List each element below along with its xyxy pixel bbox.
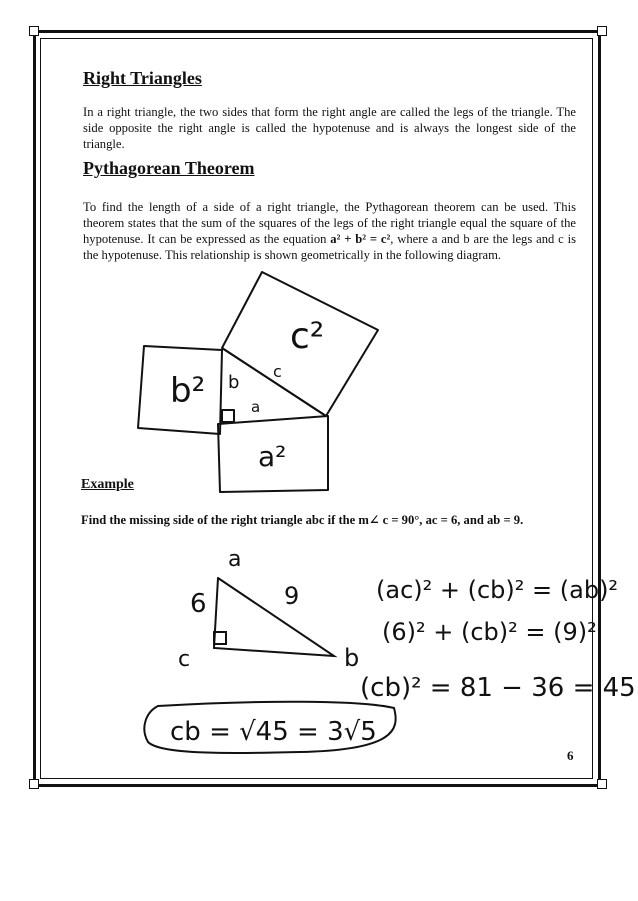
pythagorean-equation: a² + b² = c² bbox=[330, 232, 391, 246]
section-title-right-triangles: Right Triangles bbox=[83, 68, 202, 88]
label-a-squared: a² bbox=[258, 440, 287, 473]
vertex-c-label: c bbox=[178, 647, 191, 672]
example-problem: Find the missing side of the right triangle abc if the m∠ c = 90°, ac = 6, and ab = 9. bbox=[81, 513, 524, 527]
label-side-b: b bbox=[228, 372, 240, 393]
pythagorean-text-2: , where a and b are the legs and c is the hypotenuse. This relationship is shown geometrically in the following diagram. bbox=[83, 232, 576, 262]
section-title-pythagorean-theorem: Pythagorean Theorem bbox=[83, 158, 255, 178]
side-ac-label: 6 bbox=[190, 589, 207, 619]
solution-line-3: (cb)² = 81 − 36 = 45 bbox=[360, 673, 636, 703]
label-c-squared: c² bbox=[290, 316, 325, 357]
vertex-a-label: a bbox=[228, 547, 242, 572]
pythagorean-text-1: To find the length of a side of a right triangle, the Pythagorean theorem can be used. This theorem states that the sum of the squares of the legs of the right triangle equal the square of the hypotenuse. It can be expressed as the equation bbox=[83, 200, 576, 246]
solution-answer: cb = √45 = 3√5 bbox=[170, 717, 377, 747]
example-heading: Example bbox=[81, 477, 134, 492]
side-ab-label: 9 bbox=[284, 582, 300, 610]
label-b-squared: b² bbox=[170, 371, 206, 411]
solution-line-2: (6)² + (cb)² = (9)² bbox=[382, 618, 597, 646]
right-triangles-paragraph: In a right triangle, the two sides that form the right angle are called the legs of the triangle. The side opposite the right angle is called the hypotenuse and is always the longest side of the triangle. bbox=[83, 105, 576, 151]
solution-line-1: (ac)² + (cb)² = (ab)² bbox=[376, 576, 619, 604]
vertex-b-label: b bbox=[344, 644, 360, 672]
label-side-a: a bbox=[251, 398, 261, 416]
example-triangle bbox=[214, 578, 334, 656]
page-number: 6 bbox=[567, 748, 574, 763]
label-side-c: c bbox=[273, 362, 282, 381]
